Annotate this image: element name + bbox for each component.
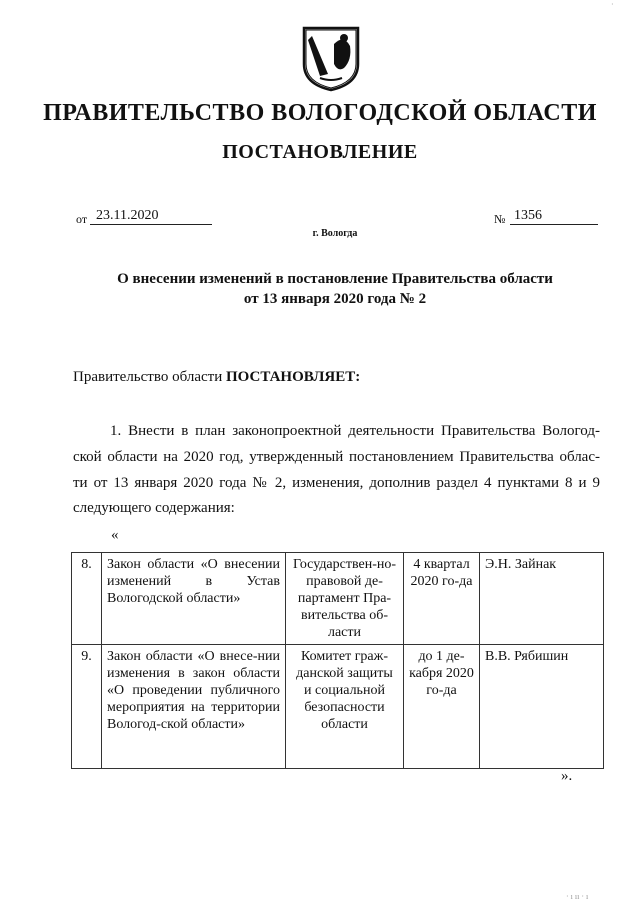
scan-artifact: · [611,0,614,9]
city: г. Вологда [312,228,358,239]
scan-artifact: · ı ıı · ı [566,892,589,901]
government-title: ПРАВИТЕЛЬСТВО ВОЛОГОДСКОЙ ОБЛАСТИ [43,100,597,126]
executor: Государствен-но-правовой де-партамент Пра-вительства об-ласти [286,553,404,645]
intro-paragraph [73,369,360,386]
subject-line-1: О внесении изменений в постановление Правительства области [117,271,553,287]
table-row [72,645,604,769]
paragraph-1-line: ти от 13 января 2020 года № 2, изменения, дополнив раздел 4 пунктами 8 и 9 [73,475,600,491]
paragraph-1-line: следующего содержания: [73,500,235,516]
deadline: до 1 де-кабря 2020 го-да [404,645,480,769]
deadline: 4 квартал 2020 го-да [404,553,480,645]
document-type: ПОСТАНОВЛЕНИЕ [222,141,418,163]
document-number: 1356 [510,208,598,225]
row-number: 8. [72,553,102,645]
subject-line-2: от 13 января 2020 года № 2 [243,291,427,307]
paragraph-1-line: 1. Внести в план законопроектной деятельности Правительства Вологод- [110,423,600,439]
table-row [72,553,604,645]
responsible-person: Э.Н. Зайнак [480,553,604,645]
responsible-person: В.В. Рябишин [480,645,604,769]
number-prefix: № [494,212,506,226]
law-title: Закон области «О внесе-нии изменения в закон области «О проведении публичного мероприятия на территории Вологод-ской области» [102,645,286,769]
close-quote: ». [561,768,573,784]
document-date: 23.11.2020 [90,208,212,225]
resolves-keyword: ПОСТАНОВЛЯЕТ: [225,369,361,385]
coat-of-arms-icon [300,24,362,92]
law-title: Закон области «О внесении изменений в Устав Вологодской области» [102,553,286,645]
executor: Комитет граж-данской защиты и социальной безопасности области [286,645,404,769]
open-quote: « [111,527,119,543]
date-prefix: от [76,212,88,226]
paragraph-1-line: ской области на 2020 год, утвержденный постановлением Правительства облас- [73,449,600,465]
intro-text: Правительство области [73,369,226,385]
amendment-table [71,552,604,769]
row-number: 9. [72,645,102,769]
